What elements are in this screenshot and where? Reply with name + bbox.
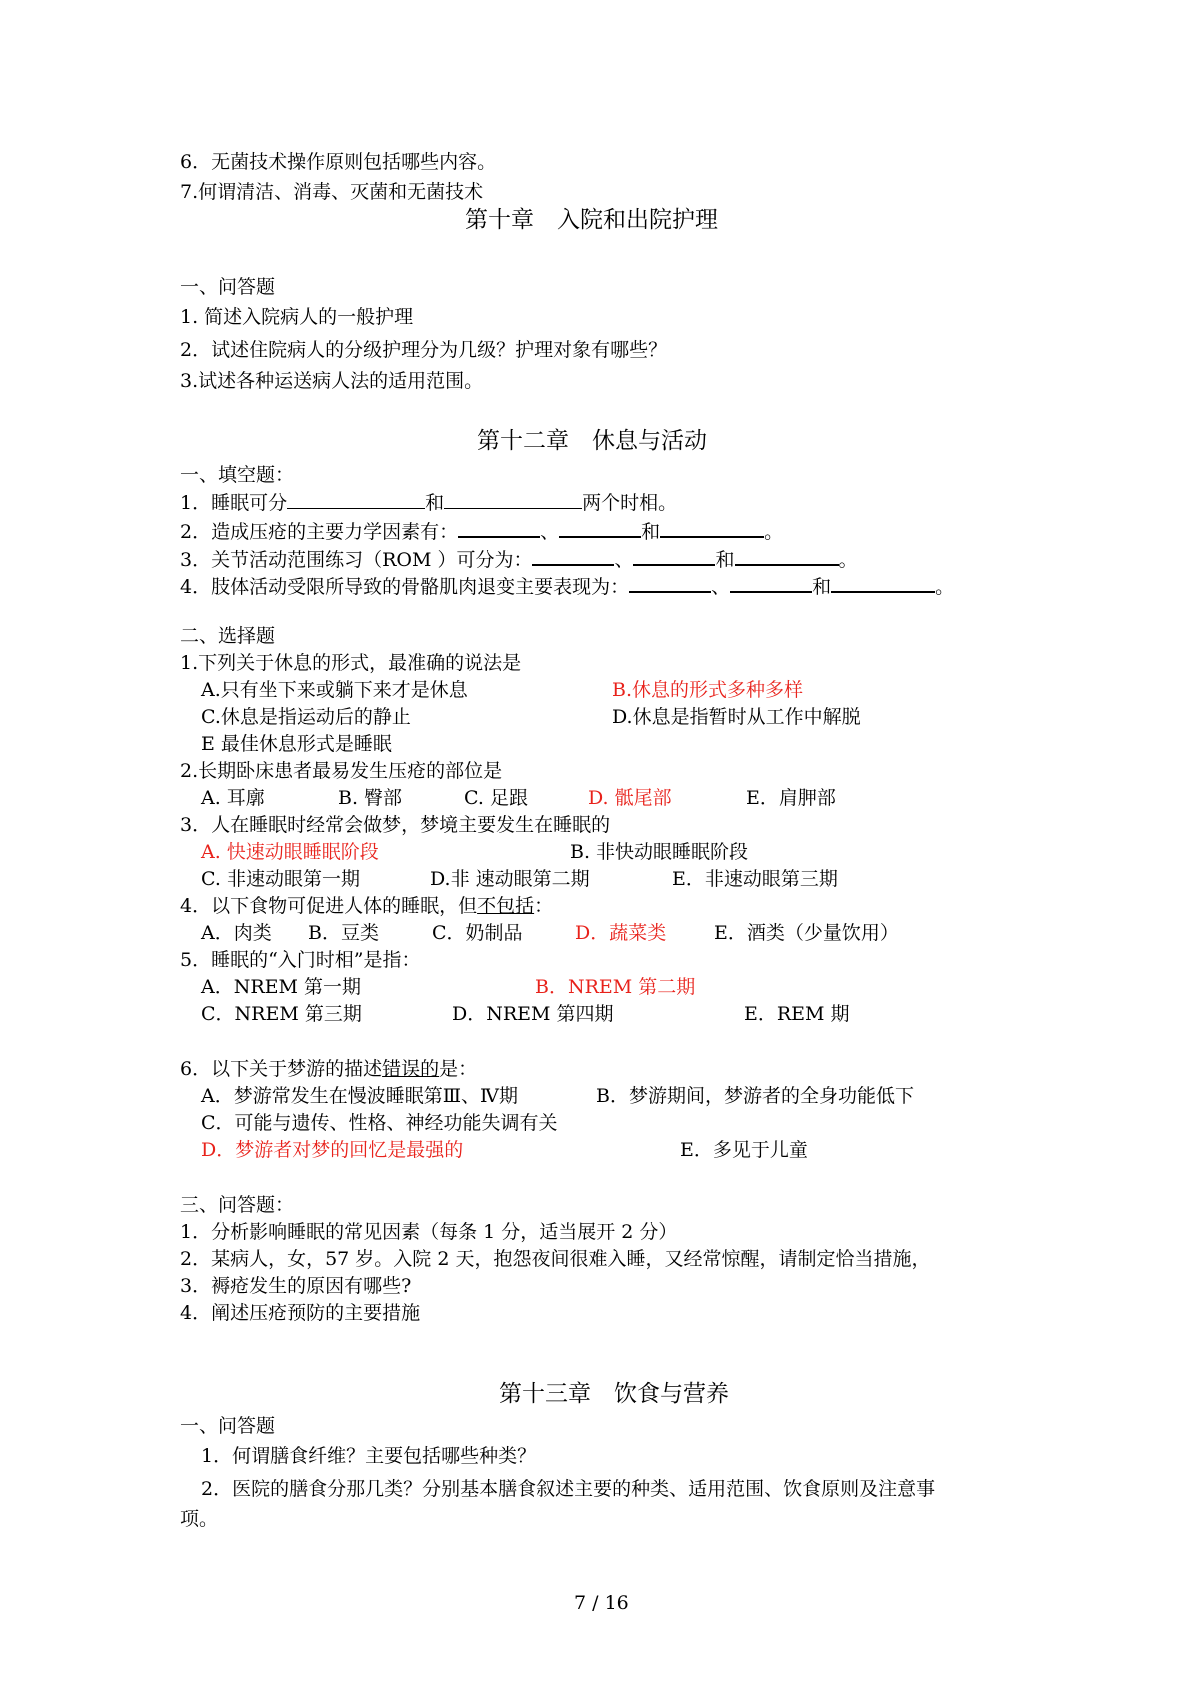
item-6: 6．无菌技术操作原则包括哪些内容。 xyxy=(180,151,497,173)
choice-q5-option-c: C．NREM 第三期 xyxy=(201,1003,362,1025)
fill-blank xyxy=(735,546,839,566)
choice-q2: 2.长期卧床患者最易发生压疮的部位是 xyxy=(180,760,503,782)
ch13-question-2-cont: 项。 xyxy=(180,1508,219,1530)
qa-question-4: 4．阐述压疮预防的主要措施 xyxy=(180,1302,421,1324)
choice-q4 xyxy=(180,894,553,918)
choice-q1-option-a: A.只有坐下来或躺下来才是休息 xyxy=(201,679,468,701)
fill-question-3 xyxy=(180,546,858,572)
chapter-13-title: 第十三章 饮食与营养 xyxy=(499,1381,729,1407)
ch10-question-2: 2．试述住院病人的分级护理分为几级？护理对象有哪些？ xyxy=(180,339,668,361)
choice-q6-text: 6．以下关于梦游的描述 xyxy=(180,1058,383,1080)
fill-blank xyxy=(532,546,614,566)
period: 。 xyxy=(935,576,955,598)
ch13-section-heading: 一、问答题 xyxy=(180,1415,276,1437)
choice-q1: 1.下列关于休息的形式，最准确的说法是 xyxy=(180,652,522,674)
choice-q4-colon: ： xyxy=(534,895,554,917)
choice-q1-option-d: D.休息是指暂时从工作中解脱 xyxy=(612,706,861,728)
choice-q6-option-d-answer: D．梦游者对梦的回忆是最强的 xyxy=(201,1139,464,1161)
fill-blank xyxy=(660,518,764,538)
choice-q3-option-e: E．非速动眼第三期 xyxy=(672,868,838,890)
qa-question-1: 1．分析影响睡眠的常见因素（每条 1 分，适当展开 2 分） xyxy=(180,1221,678,1243)
fill-q3-text: 3．关节活动范围练习（ROM ）可分为： xyxy=(180,549,533,571)
fill-blank xyxy=(287,490,425,509)
separator: 、 xyxy=(614,549,634,571)
choice-q6-tail: 是： xyxy=(439,1058,478,1080)
choice-q6-option-e: E．多见于儿童 xyxy=(680,1139,808,1161)
fill-q4-text: 4．肢体活动受限所导致的骨骼肌肉退变主要表现为： xyxy=(180,576,630,598)
choice-q2-option-e: E．肩胛部 xyxy=(746,787,836,809)
ch13-question-2: 2．医院的膳食分那几类？分别基本膳食叙述主要的种类、适用范围、饮食原则及注意事 xyxy=(201,1478,936,1500)
fill-blank xyxy=(831,573,935,593)
and-text: 和 xyxy=(641,521,661,543)
choice-q6-underlined: 错误的 xyxy=(382,1058,440,1080)
fill-q1-text-a: 1．睡眠可分 xyxy=(180,492,288,514)
period: 。 xyxy=(838,549,858,571)
choice-q4-option-e: E．酒类（少量饮用） xyxy=(714,922,899,944)
separator: 、 xyxy=(540,521,560,543)
fill-blank xyxy=(633,546,715,566)
choice-q6 xyxy=(180,1057,477,1081)
choice-q2-option-d-answer: D. 骶尾部 xyxy=(588,787,672,809)
choice-q3-option-a-answer: A. 快速动眼睡眠阶段 xyxy=(201,841,379,863)
ch10-question-1: 1. 简述入院病人的一般护理 xyxy=(180,306,414,328)
choice-q6-option-a: A．梦游常发生在慢波睡眠第Ⅲ、Ⅳ期 xyxy=(201,1085,519,1107)
page-number: 7 / 16 xyxy=(574,1592,629,1614)
choice-q6-option-c: C．可能与遗传、性格、神经功能失调有关 xyxy=(201,1112,558,1134)
fill-blank xyxy=(559,518,641,538)
choice-q5-option-a: A．NREM 第一期 xyxy=(201,976,362,998)
choice-q3: 3．人在睡眠时经常会做梦，梦境主要发生在睡眠的 xyxy=(180,814,611,836)
chapter-10-title: 第十章 入院和出院护理 xyxy=(465,207,718,233)
choice-q3-option-c: C. 非速动眼第一期 xyxy=(201,868,360,890)
choice-q4-option-b: B．豆类 xyxy=(308,922,379,944)
choice-q4-underlined: 不包括 xyxy=(477,895,535,917)
choice-heading: 二、选择题 xyxy=(180,625,276,647)
fill-q1-text-c: 两个时相。 xyxy=(582,492,678,514)
and-text: 和 xyxy=(715,549,735,571)
choice-q2-option-a: A. 耳廓 xyxy=(201,787,265,809)
qa-question-2: 2．某病人，女，57 岁。入院 2 天，抱怨夜间很难入睡，又经常惊醒，请制定恰当措施， xyxy=(180,1248,931,1270)
period: 。 xyxy=(764,521,784,543)
choice-q4-option-c: C．奶制品 xyxy=(432,922,523,944)
choice-q3-option-b: B. 非快动眼睡眠阶段 xyxy=(570,841,749,863)
choice-q5-option-b-answer: B．NREM 第二期 xyxy=(535,976,696,998)
fill-blank xyxy=(444,490,582,509)
and-text: 和 xyxy=(812,576,832,598)
choice-q4-text: 4．以下食物可促进人体的睡眠，但 xyxy=(180,895,478,917)
qa-heading: 三、问答题： xyxy=(180,1194,295,1216)
choice-q5-option-e: E．REM 期 xyxy=(744,1003,850,1025)
choice-q2-option-c: C. 足跟 xyxy=(464,787,528,809)
choice-q1-option-c: C.休息是指运动后的静止 xyxy=(201,706,411,728)
choice-q1-option-e: E 最佳休息形式是睡眠 xyxy=(201,733,392,755)
item-7: 7.何谓清洁、消毒、灭菌和无菌技术 xyxy=(180,181,484,203)
choice-q5: 5．睡眠的“入门时相”是指： xyxy=(180,949,421,971)
chapter-12-title: 第十二章 休息与活动 xyxy=(477,428,707,454)
fill-question-4 xyxy=(180,573,954,599)
fill-q2-text: 2．造成压疮的主要力学因素有： xyxy=(180,521,459,543)
fill-blank xyxy=(629,573,711,593)
choice-q1-option-b-answer: B.休息的形式多种多样 xyxy=(612,679,804,701)
qa-question-3: 3．褥疮发生的原因有哪些? xyxy=(180,1275,412,1297)
fill-blank xyxy=(458,518,540,538)
fill-question-2 xyxy=(180,518,783,544)
ch10-section-heading: 一、问答题 xyxy=(180,276,276,298)
fill-blank xyxy=(730,573,812,593)
ch10-question-3: 3.试述各种运送病人法的适用范围。 xyxy=(180,370,484,392)
fill-heading: 一、填空题： xyxy=(180,464,295,486)
choice-q6-option-b: B．梦游期间，梦游者的全身功能低下 xyxy=(596,1085,914,1107)
choice-q4-option-a: A．肉类 xyxy=(201,922,272,944)
ch13-question-1: 1．何谓膳食纤维？主要包括哪些种类？ xyxy=(201,1445,537,1467)
choice-q3-option-d: D.非 速动眼第二期 xyxy=(430,868,590,890)
choice-q2-option-b: B. 臀部 xyxy=(338,787,403,809)
fill-question-1 xyxy=(180,490,677,515)
separator: 、 xyxy=(711,576,731,598)
fill-q1-text-b: 和 xyxy=(425,492,445,514)
choice-q4-option-d-answer: D．蔬菜类 xyxy=(575,922,667,944)
choice-q5-option-d: D．NREM 第四期 xyxy=(452,1003,614,1025)
